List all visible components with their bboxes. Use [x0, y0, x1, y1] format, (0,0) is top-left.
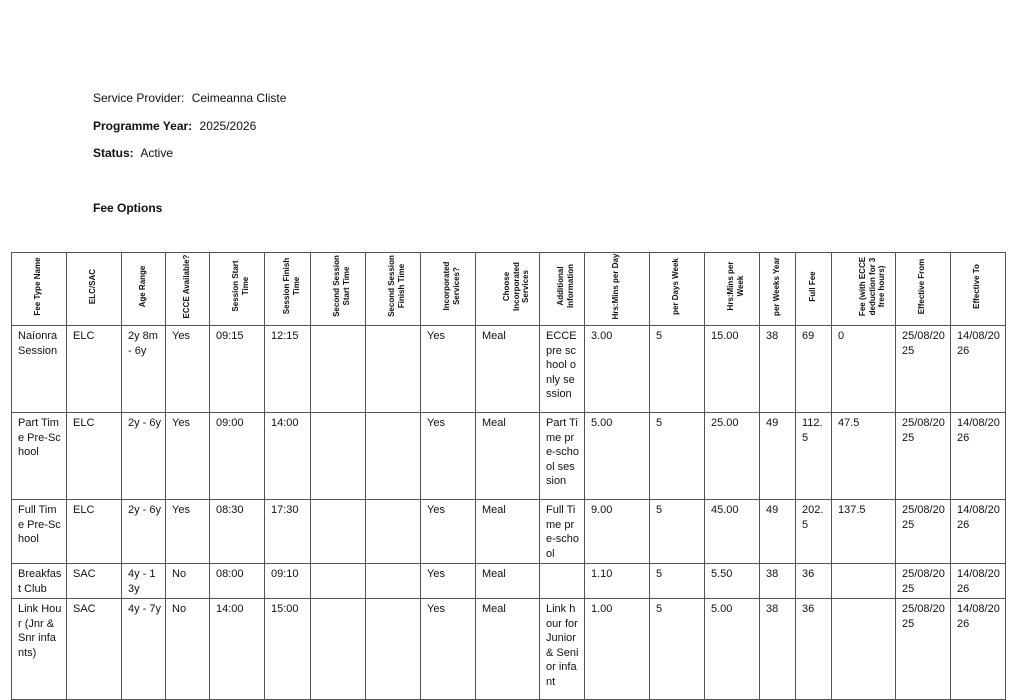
table-cell: 36 [796, 564, 832, 599]
table-cell: 15:00 [265, 599, 311, 700]
table-cell: 49 [760, 500, 796, 564]
table-cell: 14/08/2026 [951, 413, 1006, 500]
table-cell: Yes [166, 413, 210, 500]
column-header-label: Choose Incorporated Services [501, 261, 530, 311]
table-cell: 2y 8m - 6y [122, 326, 166, 413]
table-cell [540, 564, 585, 599]
table-cell [832, 599, 896, 700]
column-header-label: Session Start Time [231, 260, 250, 312]
table-cell: SAC [67, 564, 122, 599]
table-cell [366, 599, 421, 700]
table-cell: 5.00 [705, 599, 760, 700]
table-cell: 202.5 [796, 500, 832, 564]
table-cell [832, 564, 896, 599]
table-cell: Yes [421, 500, 476, 564]
table-cell: 08:30 [210, 500, 265, 564]
column-header [540, 253, 585, 326]
table-cell: 25/08/2025 [896, 413, 951, 500]
table-cell [366, 326, 421, 413]
table-cell [311, 564, 366, 599]
table-row [12, 564, 1006, 599]
column-header-label: Additional Information [556, 264, 575, 308]
table-cell: No [166, 564, 210, 599]
table-cell: 45.00 [705, 500, 760, 564]
column-header-label: Full Fee [807, 270, 817, 302]
table-cell: Yes [166, 326, 210, 413]
column-header [585, 253, 650, 326]
column-header-label: Effective To [972, 263, 981, 309]
column-header-label: Fee Type Name [33, 256, 42, 316]
column-header [366, 253, 421, 326]
table-cell: 112.5 [796, 413, 832, 500]
programme-year-value: 2025/2026 [199, 119, 257, 133]
table-cell: 25/08/2025 [896, 326, 951, 413]
column-header-label: Second Session Start Time [332, 255, 351, 317]
table-cell: 5 [650, 413, 705, 500]
table-cell: Yes [421, 413, 476, 500]
table-cell: Part Time Pre-School [12, 413, 67, 500]
column-header [705, 253, 760, 326]
column-header [650, 253, 705, 326]
table-cell: Yes [421, 564, 476, 599]
column-header-label: Fee (with ECCE deduction for 3 free hours) [857, 256, 886, 316]
column-header [265, 253, 311, 326]
table-cell: 09:10 [265, 564, 311, 599]
table-cell: 69 [796, 326, 832, 413]
table-cell: 25/08/2025 [896, 564, 951, 599]
column-header [166, 253, 210, 326]
table-cell: 5 [650, 326, 705, 413]
table-cell: 2y - 6y [122, 500, 166, 564]
table-row [12, 599, 1006, 700]
table-cell: 5.50 [705, 564, 760, 599]
table-row [12, 500, 1006, 564]
table-cell: ECCE pre school only session [540, 326, 585, 413]
table-cell: 15.00 [705, 326, 760, 413]
table-cell [366, 500, 421, 564]
column-header [796, 253, 832, 326]
table-cell [311, 500, 366, 564]
table-cell: Breakfast Club [12, 564, 67, 599]
service-provider-value: Ceimeanna Cliste [191, 91, 287, 105]
table-cell: 17:30 [265, 500, 311, 564]
table-cell: Yes [421, 326, 476, 413]
table-cell: Yes [421, 599, 476, 700]
programme-year-label: Programme Year: [93, 119, 193, 133]
table-cell: Full Time pre-school [540, 500, 585, 564]
column-header-label: ECCE Available? [181, 254, 191, 318]
column-header [896, 253, 951, 326]
fee-options-table [11, 252, 1006, 700]
table-row [12, 413, 1006, 500]
table-cell: Naíonra Session [12, 326, 67, 413]
column-header-label: Hrs:Mins per Week [726, 261, 745, 311]
column-header [832, 253, 896, 326]
table-cell: 3.00 [585, 326, 650, 413]
service-provider-label: Service Provider: [93, 91, 185, 105]
table-cell: 14:00 [265, 413, 311, 500]
table-cell: 38 [760, 599, 796, 700]
table-cell [366, 564, 421, 599]
column-header [311, 253, 366, 326]
programme-year-line [93, 119, 256, 133]
column-header-label: per Weeks Year [771, 256, 781, 316]
table-header-row [12, 253, 1006, 326]
table-cell: Link Hour (Jnr & Snr infants) [12, 599, 67, 700]
column-header [476, 253, 540, 326]
table-cell: 38 [760, 326, 796, 413]
table-cell: 14:00 [210, 599, 265, 700]
table-cell: 49 [760, 413, 796, 500]
table-cell: Meal [476, 564, 540, 599]
column-header-label: Second Session Finish Time [387, 255, 406, 317]
column-header-label: ELC/SAC [88, 268, 97, 304]
status-line [93, 146, 173, 160]
table-cell: 09:00 [210, 413, 265, 500]
table-cell: Meal [476, 599, 540, 700]
table-cell: ELC [67, 500, 122, 564]
table-cell: ELC [67, 326, 122, 413]
table-cell: 14/08/2026 [951, 599, 1006, 700]
table-cell: ELC [67, 413, 122, 500]
fee-options-heading: Fee Options [93, 201, 163, 215]
table-cell [366, 413, 421, 500]
table-cell: 38 [760, 564, 796, 599]
column-header [951, 253, 1006, 326]
table-cell: Meal [476, 500, 540, 564]
column-header-label: per Days Week [671, 257, 680, 315]
table-cell: 5 [650, 564, 705, 599]
status-label: Status: [93, 146, 134, 160]
column-header-label: Incorporated Services? [442, 261, 461, 311]
table-cell: 12:15 [265, 326, 311, 413]
table-cell: 47.5 [832, 413, 896, 500]
table-cell: 2y - 6y [122, 413, 166, 500]
column-header-label: Effective From [917, 258, 926, 314]
service-provider-line [93, 91, 286, 105]
table-cell: 25/08/2025 [896, 500, 951, 564]
table-cell [311, 413, 366, 500]
table-cell: 5 [650, 500, 705, 564]
table-cell: 1.00 [585, 599, 650, 700]
table-row [12, 326, 1006, 413]
table-cell: 137.5 [832, 500, 896, 564]
column-header-label: Session Finish Time [281, 257, 300, 315]
table-cell: 0 [832, 326, 896, 413]
column-header [421, 253, 476, 326]
table-cell: 36 [796, 599, 832, 700]
table-cell: 08:00 [210, 564, 265, 599]
status-value: Active [140, 146, 174, 160]
column-header [12, 253, 67, 326]
column-header [67, 253, 122, 326]
column-header-label: Age Range [137, 265, 147, 307]
table-cell: Part Time pre-school session [540, 413, 585, 500]
column-header [760, 253, 796, 326]
table-cell: 5 [650, 599, 705, 700]
table-cell: 25.00 [705, 413, 760, 500]
table-cell: 14/08/2026 [951, 326, 1006, 413]
table-cell: 5.00 [585, 413, 650, 500]
table-cell: 9.00 [585, 500, 650, 564]
table-cell: 25/08/2025 [896, 599, 951, 700]
table-cell: Yes [166, 500, 210, 564]
column-header [122, 253, 166, 326]
table-cell [311, 599, 366, 700]
table-cell: Link hour for Junior & Senior infant [540, 599, 585, 700]
column-header-label: Hrs:Mins per Day [611, 253, 620, 319]
table-cell: 14/08/2026 [951, 564, 1006, 599]
table-cell: 09:15 [210, 326, 265, 413]
table-cell: 4y - 13y [122, 564, 166, 599]
table-cell: SAC [67, 599, 122, 700]
table-cell: Meal [476, 326, 540, 413]
table-cell: 4y - 7y [122, 599, 166, 700]
table-cell: No [166, 599, 210, 700]
table-cell: 14/08/2026 [951, 500, 1006, 564]
table-cell: 1.10 [585, 564, 650, 599]
table-cell: Meal [476, 413, 540, 500]
table-cell [311, 326, 366, 413]
column-header [210, 253, 265, 326]
table-cell: Full Time Pre-School [12, 500, 67, 564]
